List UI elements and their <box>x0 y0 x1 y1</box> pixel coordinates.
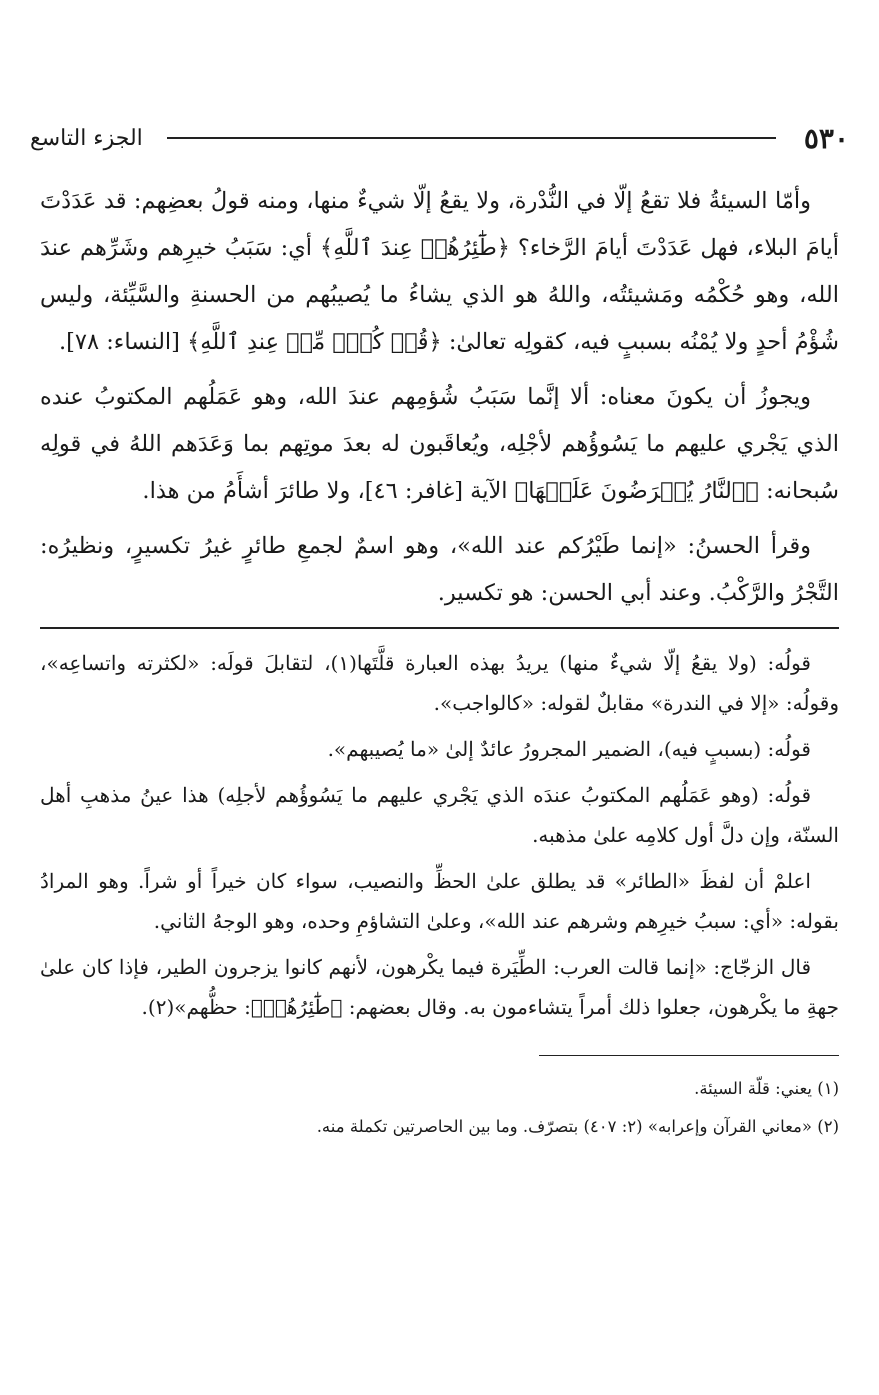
commentary-paragraph: اعلمْ أن لفظَ «الطائر» قد يطلق علىٰ الحظِّ والنصيب، سواء كان خيراً أو شراً. وهو المرادُ بقوله: «أي: سببُ خيرِهم وشرهم عند الله»، وعلىٰ التشاؤمِ وحده، وهو الوجهُ الثاني. <box>40 869 839 933</box>
header-rule <box>167 137 776 139</box>
footnote-rule <box>539 1055 839 1056</box>
commentary-paragraph: قولُه: (ولا يقعُ إلّا شيءٌ منها) يريدُ بهذه العبارة قلَّتَها(١)، لتقابلَ قولَه: «لكثرته واتساعِه»، وقولُه: «إلا في الندرة» مقابلٌ لقوله: «كالواجب». <box>40 651 839 715</box>
footnote: (١) يعني: قلّة السيئة. <box>694 1079 839 1098</box>
footnote: (٢) «معاني القرآن وإعرابه» (٢: ٤٠٧) بتصرّف. وما بين الحاصرتين تكملة منه. <box>316 1117 839 1136</box>
main-paragraph: ويجوزُ أن يكونَ معناه: ألا إنَّما سَبَبُ شُؤمِهم عندَ الله، وهو عَمَلُهم المكتوبُ عنده الذي يَجْري عليهم ما يَسُوؤُهم لأجْلِه، ويُعاقَبون له بعدَ موتِهم بما وَعَدَهم اللهُ في قولِه سُبحانه: ﴿ٱلنَّارُ يُعۡرَضُونَ عَلَيۡهَا﴾ الآية [غافر: ٤٦]، ولا طائرَ أشأَمُ من هذا. <box>40 384 839 504</box>
commentary-text <box>40 643 839 1027</box>
commentary-paragraph: قولُه: (بسببٍ فيه)، الضمير المجرورُ عائدٌ إلىٰ «ما يُصيبهم». <box>327 737 811 761</box>
footnotes <box>40 1070 839 1146</box>
running-title: الجزء التاسع <box>30 125 143 151</box>
main-text <box>40 178 839 617</box>
commentary-paragraph: قولُه: (وهو عَمَلُهم المكتوبُ عندَه الذي يَجْري عليهم ما يَسُوؤُهم لأجلِه) هذا عينُ مذهبِ أهل السنّة، وإن دلَّ أول كلامِه علىٰ مذهبه. <box>40 783 839 847</box>
page-number: ٥٣٠ <box>803 121 849 155</box>
commentary-paragraph: قال الزجّاج: «إنما قالت العرب: الطِّيَرة فيما يكْرهون، لأنهم كانوا يزجرون الطير، فإذا كان علىٰ جهةِ ما يكْرهون، جعلوا ذلك أمراً يتشاءمون به. وقال بعضهم: ﴿طَٰٓئِرُهُمۡ﴾: حظُّهم»(٢). <box>40 955 839 1019</box>
main-paragraph: وقرأ الحسنُ: «إنما طَيْرُكم عند الله»، وهو اسمٌ لجمعِ طائرٍ غيرُ تكسيرٍ، ونظيرُه: التَّجْرُ والرَّكْبُ. وعند أبي الحسن: هو تكسير. <box>40 533 839 606</box>
page-header <box>30 118 849 158</box>
main-paragraph: وأمّا السيئةُ فلا تقعُ إلّا في النُّدْرة، ولا يقعُ إلّا شيءٌ منها، ومنه قولُ بعضِهم: قد عَدَدْتَ أيامَ البلاء، فهل عَدَدْتَ أيامَ الرَّخاء؟ ﴿طَٰٓئِرُهُمۡ عِندَ ٱللَّهِ﴾ أي: سَبَبُ خيرِهم وشَرِّهم عندَ الله، وهو حُكْمُه ومَشيئتُه، واللهُ هو الذي يشاءُ ما يُصيبُهم من الحسنةِ والسَّيِّئة، وليس شُؤْمُ أحدٍ ولا يُمْنُه بسببٍ فيه، كقولِه تعالىٰ: ﴿قُلۡ كُلّٞ مِّنۡ عِندِ ٱللَّهِ﴾ [النساء: ٧٨]. <box>40 188 839 355</box>
page-body <box>40 178 839 1146</box>
main-commentary-separator <box>40 627 839 629</box>
